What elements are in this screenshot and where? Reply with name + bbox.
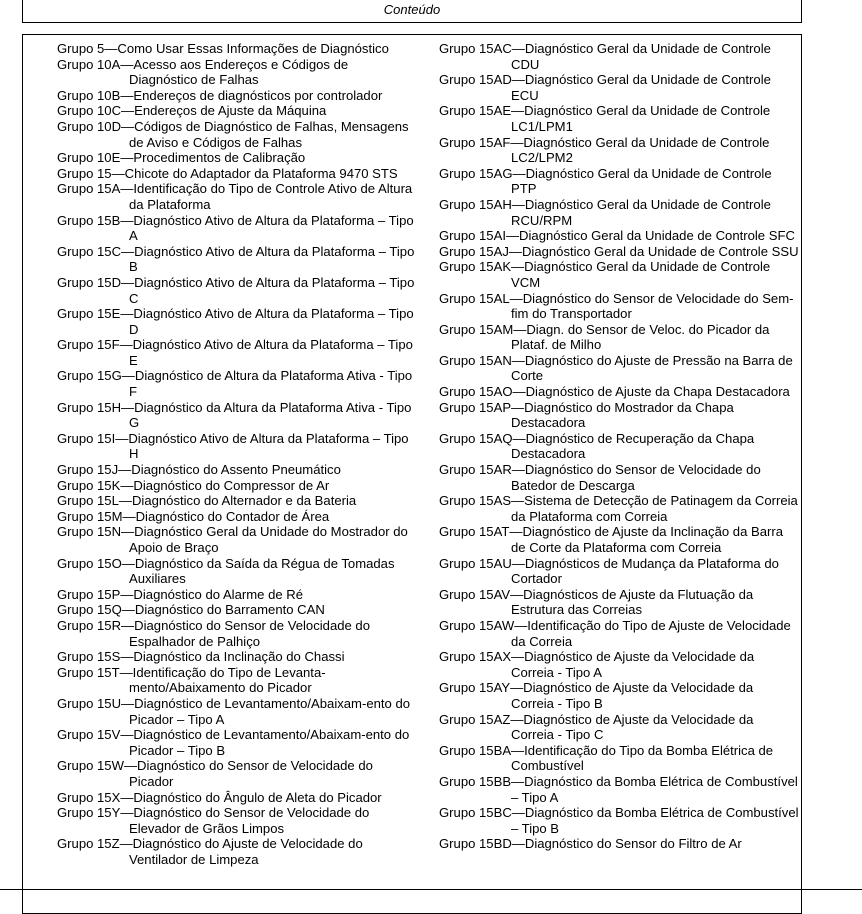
- toc-entry[interactable]: Grupo 15D—Diagnóstico Ativo de Altura da Plataforma – Tipo C: [57, 274, 415, 306]
- toc-entry[interactable]: Grupo 15L—Diagnóstico do Alternador e da Bateria: [57, 493, 357, 509]
- toc-entry[interactable]: Grupo 15AG—Diagnóstico Geral da Unidade de Controle PTP: [439, 165, 772, 197]
- page-bottom-edge: [0, 889, 862, 890]
- left-column: [57, 41, 417, 867]
- toc-entry[interactable]: Grupo 10B—Endereços de diagnósticos por controlador: [57, 87, 383, 103]
- toc-entry[interactable]: Grupo 15AL—Diagnóstico do Sensor de Velocidade do Sem-fim do Transportador: [439, 290, 794, 322]
- toc-entry[interactable]: Grupo 15C—Diagnóstico Ativo de Altura da Plataforma – Tipo B: [57, 243, 415, 275]
- toc-entry[interactable]: Grupo 15I—Diagnóstico Ativo de Altura da Plataforma – Tipo H: [57, 430, 409, 462]
- toc-entry[interactable]: Grupo 15AO—Diagnóstico de Ajuste da Chapa Destacadora: [439, 384, 790, 400]
- toc-entry[interactable]: Grupo 15K—Diagnóstico do Compressor de Ar: [57, 477, 330, 493]
- right-column: [439, 41, 799, 852]
- contents-box: [22, 34, 802, 914]
- toc-entry[interactable]: Grupo 15AX—Diagnóstico de Ajuste da Velocidade da Correia - Tipo A: [439, 649, 755, 680]
- toc-entry[interactable]: Grupo 15Z—Diagnóstico do Ajuste de Velocidade do Ventilador de Limpeza: [57, 836, 363, 867]
- toc-entry[interactable]: Grupo 15AE—Diagnóstico Geral da Unidade de Controle LC1/LPM1: [439, 103, 771, 134]
- toc-entry[interactable]: Grupo 15AD—Diagnóstico Geral da Unidade de Controle ECU: [439, 72, 771, 103]
- toc-entry[interactable]: Grupo 15AF—Diagnóstico Geral da Unidade de Controle LC2/LPM2: [439, 134, 770, 166]
- toc-entry[interactable]: Grupo 15AV—Diagnósticos de Ajuste da Flutuação da Estrutura das Correias: [439, 586, 754, 618]
- toc-entry[interactable]: Grupo 15X—Diagnóstico do Ângulo de Aleta do Picador: [57, 789, 382, 805]
- toc-entry[interactable]: Grupo 15E—Diagnóstico Ativo de Altura da Plataforma – Tipo D: [57, 306, 414, 337]
- toc-entry[interactable]: Grupo 15O—Diagnóstico da Saída da Régua de Tomadas Auxiliares: [57, 555, 395, 587]
- toc-entry[interactable]: Grupo 15J—Diagnóstico do Assento Pneumático: [57, 462, 341, 478]
- toc-entry[interactable]: Grupo 15V—Diagnóstico de Levantamento/Abaixam-ento do Picador – Tipo B: [57, 727, 410, 758]
- toc-entry[interactable]: Grupo 15G—Diagnóstico de Altura da Plataforma Ativa - Tipo F: [57, 368, 413, 400]
- toc-entry[interactable]: Grupo 15AP—Diagnóstico do Mostrador da Chapa Destacadora: [439, 399, 734, 431]
- toc-entry[interactable]: Grupo 15BB—Diagnóstico da Bomba Elétrica de Combustível – Tipo A: [439, 773, 798, 805]
- toc-entry[interactable]: Grupo 15W—Diagnóstico do Sensor de Velocidade do Picador: [57, 758, 373, 789]
- toc-entry[interactable]: Grupo 15AK—Diagnóstico Geral da Unidade de Controle VCM: [439, 259, 771, 290]
- header-box: [22, 0, 802, 23]
- toc-entry[interactable]: Grupo 15—Chicote do Adaptador da Plataforma 9470 STS: [57, 165, 398, 181]
- toc-entry[interactable]: Grupo 10E—Procedimentos de Calibração: [57, 150, 306, 166]
- toc-entry[interactable]: Grupo 15AQ—Diagnóstico de Recuperação da Chapa Destacadora: [439, 430, 755, 462]
- toc-entry[interactable]: Grupo 15AT—Diagnóstico de Ajuste da Inclinação da Barra de Corte da Plataforma com Correia: [439, 524, 784, 555]
- toc-entry[interactable]: Grupo 15AS—Sistema de Detecção de Patinagem da Correia da Plataforma com Correia: [439, 493, 798, 524]
- toc-entry[interactable]: Grupo 15P—Diagnóstico do Alarme de Ré: [57, 586, 304, 602]
- toc-entry[interactable]: Grupo 15U—Diagnóstico de Levantamento/Abaixam-ento do Picador – Tipo A: [57, 695, 411, 727]
- toc-entry[interactable]: Grupo 15Y—Diagnóstico do Sensor de Velocidade do Elevador de Grãos Limpos: [57, 805, 370, 836]
- toc-entry[interactable]: Grupo 15F—Diagnóstico Ativo de Altura da Plataforma – Tipo E: [57, 337, 413, 368]
- toc-entry[interactable]: Grupo 15A—Identificação do Tipo de Controle Ativo de Altura da Plataforma: [57, 181, 413, 212]
- toc-entry[interactable]: Grupo 15Q—Diagnóstico do Barramento CAN: [57, 602, 325, 618]
- toc-entry[interactable]: Grupo 15AY—Diagnóstico de Ajuste da Velocidade da Correia - Tipo B: [439, 680, 754, 711]
- toc-entry[interactable]: Grupo 15BC—Diagnóstico da Bomba Elétrica de Combustível – Tipo B: [439, 805, 799, 836]
- toc-entry[interactable]: Grupo 15AH—Diagnóstico Geral da Unidade de Controle RCU/RPM: [439, 196, 771, 228]
- toc-entry[interactable]: Grupo 15AU—Diagnósticos de Mudança da Plataforma do Cortador: [439, 555, 779, 587]
- contents-title: Conteúdo: [383, 2, 441, 17]
- toc-entry[interactable]: Grupo 15AC—Diagnóstico Geral da Unidade de Controle CDU: [439, 41, 771, 72]
- toc-entry[interactable]: Grupo 15AZ—Diagnóstico de Ajuste da Velocidade da Correia - Tipo C: [439, 711, 754, 743]
- toc-entry[interactable]: Grupo 15N—Diagnóstico Geral da Unidade do Mostrador do Apoio de Braço: [57, 524, 408, 555]
- toc-entry[interactable]: Grupo 15M—Diagnóstico do Contador de Área: [57, 508, 330, 524]
- toc-entry[interactable]: Grupo 15AR—Diagnóstico do Sensor de Velocidade do Batedor de Descarga: [439, 462, 761, 493]
- toc-entry[interactable]: Grupo 15AI—Diagnóstico Geral da Unidade de Controle SFC: [439, 228, 795, 244]
- toc-entry[interactable]: Grupo 15AW—Identificação do Tipo de Ajuste de Velocidade da Correia: [439, 617, 791, 649]
- toc-entry[interactable]: Grupo 15AJ—Diagnóstico Geral da Unidade de Controle SSU: [439, 243, 799, 259]
- toc-entry[interactable]: Grupo 15R—Diagnóstico do Sensor de Velocidade do Espalhador de Palhiço: [57, 617, 370, 649]
- toc-entry[interactable]: Grupo 10C—Endereços de Ajuste da Máquina: [57, 103, 327, 119]
- toc-entry[interactable]: Grupo 15B—Diagnóstico Ativo de Altura da Plataforma – Tipo A: [57, 212, 414, 244]
- toc-entry[interactable]: Grupo 15H—Diagnóstico da Altura da Plataforma Ativa - Tipo G: [57, 399, 412, 431]
- toc-entry[interactable]: Grupo 15T—Identificação do Tipo de Levanta-mento/Abaixamento do Picador: [57, 664, 326, 696]
- toc-entry[interactable]: Grupo 15AN—Diagnóstico do Ajuste de Pressão na Barra de Corte: [439, 352, 793, 384]
- toc-entry[interactable]: Grupo 15S—Diagnóstico da Inclinação do Chassi: [57, 649, 345, 665]
- toc-entry[interactable]: Grupo 5—Como Usar Essas Informações de Diagnóstico: [57, 41, 389, 56]
- toc-entry[interactable]: Grupo 10A—Acesso aos Endereços e Códigos de Diagnóstico de Falhas: [57, 56, 349, 88]
- toc-entry[interactable]: Grupo 15AM—Diagn. do Sensor de Veloc. do Picador da Plataf. de Milho: [439, 321, 770, 353]
- toc-entry[interactable]: Grupo 10D—Códigos de Diagnóstico de Falhas, Mensagens de Aviso e Códigos de Falhas: [57, 118, 409, 150]
- toc-entry[interactable]: Grupo 15BD—Diagnóstico do Sensor do Filtro de Ar: [439, 836, 742, 852]
- toc-entry[interactable]: Grupo 15BA—Identificação do Tipo da Bomba Elétrica de Combustível: [439, 742, 774, 774]
